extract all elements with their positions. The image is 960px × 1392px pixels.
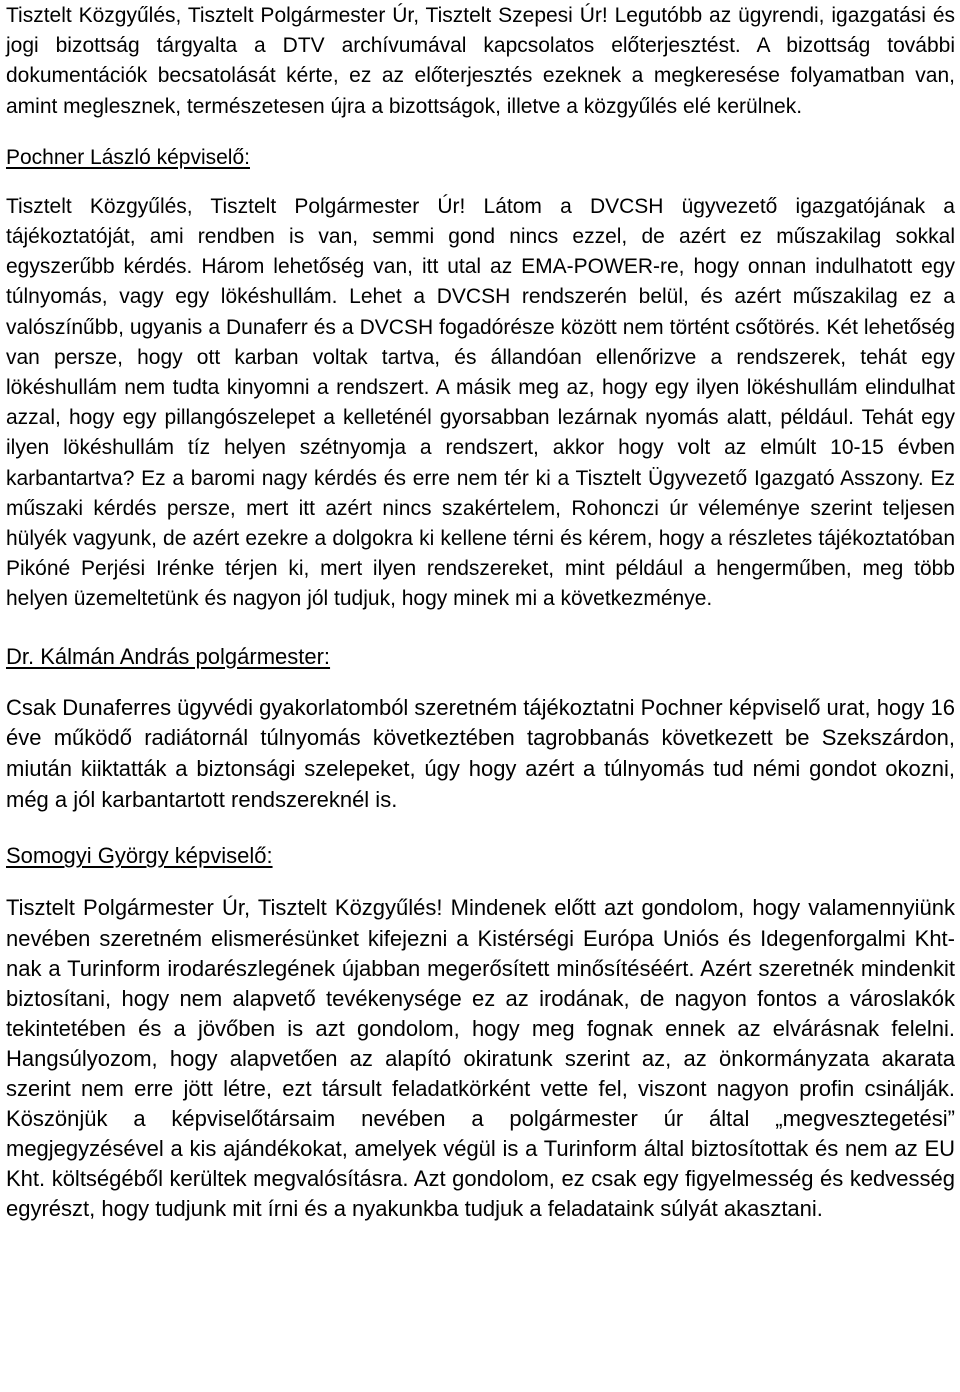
speaker-heading-pochner: Pochner László képviselő: bbox=[6, 145, 250, 169]
document-page bbox=[6, 0, 955, 1225]
speaker-heading-somogyi: Somogyi György képviselő: bbox=[6, 843, 273, 869]
speaker-heading-kalman: Dr. Kálmán András polgármester: bbox=[6, 643, 331, 669]
intro-paragraph: Tisztelt Közgyűlés, Tisztelt Polgármester Úr, Tisztelt Szepesi Úr! Legutóbb az ügyrendi, igazgatási és jogi bizottság tárgyalta a DTV archívumával kapcsolatos előterjesztést. A bizottság további dokumentációk becsatolását kérte, ez az előterjesztés ezeknek a megkeresése folyamatban van, amint meglesznek, természetesen újra a bizottságok, illetve a közgyűlés elé kerülnek. bbox=[6, 4, 955, 118]
speech-pochner: Tisztelt Közgyűlés, Tisztelt Polgármester Úr! Látom a DVCSH ügyvezető igazgatójának a tájékoztatóját, ami rendben is van, semmi gond nincs ezzel, de azért ez műszakilag sokkal egyszerűbb kérdés. Három lehetőség van, itt utal az EMA-POWER-re, hogy onnan indulhatott egy túlnyomás, vagy egy lökéshullám. Lehet a DVCSH rendszerén belül, és azért műszakilag ez a valószínűbb, ugyanis a Dunaferr és a DVCSH fogadórésze között nem történt csőtörés. Két lehetőség van persze, hogy ott karban voltak tartva, és állandóan ellenőrizve a rendszerek, tehát egy lökéshullám nem tudta kinyomni a rendszert. A másik meg az, hogy egy ilyen lökéshullám elindulhat azzal, hogy egy pillangószelepet a kelleténél gyorsabban lezárnak nyomás alatt, például. Tehát egy ilyen lökéshullám tíz helyen szétnyomja a rendszert, akkor hogy volt az elmúlt 10-15 évben karbantartva? Ez a baromi nagy kérdés és erre nem tér ki a Tisztelt Ügyvezető Igazgató Asszony. Ez műszaki kérdés persze, mert itt azért nincs szakértelem, Rohonczi úr véleménye szerint teljesen hülyék vagyunk, de azért ezekre a dolgokra ki kellene térni és kérem, hogy a részletes tájékoztatóban Pikóné Perjési Irénke térjen ki, mert ilyen rendszereket, mint például a hengerműben, meg több helyen üzemeltetünk és nagyon jól tudjuk, hogy minek mi a következménye. bbox=[6, 194, 955, 611]
speech-kalman: Csak Dunaferres ügyvédi gyakorlatomból szeretném tájékoztatni Pochner képviselő urat, hogy 16 éve működő radiátornál túlnyomás következtében tagrobbanás következett be Szekszárdon, miután kiiktatták a biztonsági szelepeket, úgy hogy azért a túlnyomás tud némi gondot okozni, még a jól karbantartott rendszereknél is. bbox=[6, 694, 955, 812]
speech-somogyi: Tisztelt Polgármester Úr, Tisztelt Közgyűlés! Mindenek előtt azt gondolom, hogy valamennyiünk nevében szeretném elismerésünket kifejezni a Kistérségi Európa Uniós és Idegenforgalmi Kht-nak a Turinform irodarészlegének újabban megerősített minősítéséért. Azért szeretnék mindenkit biztosítani, hogy nem alapvető tevékenysége ez az irodának, de nagyon fontos a városlakók tekintetében és a jövőben is azt gondolom, hogy meg fognak ennek az elvárásnak felelni. Hangsúlyozom, hogy alapvetően az alapító okiratunk szerint az, az önkormányzata akarata szerint nem erre jött létre, ezt társult feladatkörként vette fel, viszont nagyon profin csinálják. Köszönjük a képviselőtársaim nevében a polgármester úr által „megvesztegetési” megjegyzésével a kis ajándékokat, amelyek végül is a Turinform által biztosítottak és nem az EU Kht. költségéből kerültek megvalósításra. Azt gondolom, ez csak egy figyelmesség és kedvesség egyrészt, hogy tudjunk mit írni és a nyakunkba tudjuk a feladataink súlyát akasztani. bbox=[6, 895, 955, 1222]
